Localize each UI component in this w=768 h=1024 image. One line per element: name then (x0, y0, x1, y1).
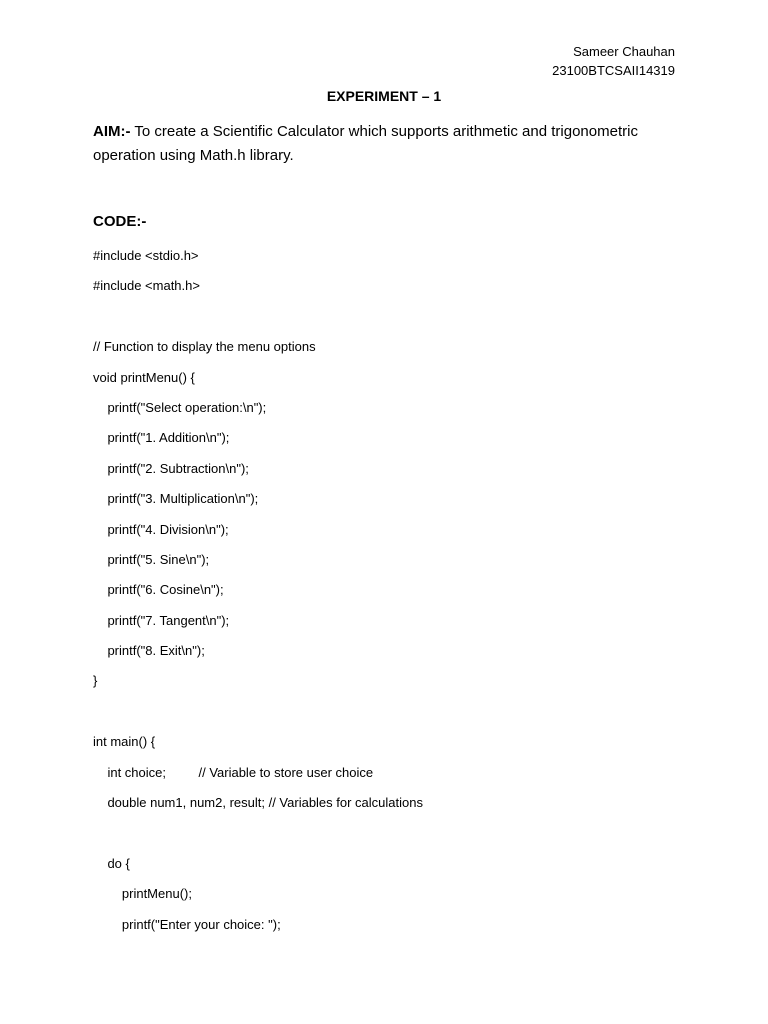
code-line: printf("5. Sine\n"); (93, 551, 210, 567)
code-line: int choice; // Variable to store user choice (93, 764, 374, 780)
aim-paragraph (93, 120, 673, 168)
aim-label: AIM:- (93, 123, 131, 140)
experiment-title: EXPERIMENT – 1 (326, 88, 442, 104)
code-line: printf("2. Subtraction\n"); (93, 460, 249, 476)
author-name: Sameer Chauhan (573, 44, 675, 59)
code-line: do { (93, 855, 130, 871)
code-line: printf("Enter your choice: "); (93, 916, 281, 932)
code-line (93, 307, 693, 337)
aim-text: To create a Scientific Calculator which supports arithmetic and trigonometric operation using Math.h library. (93, 123, 638, 164)
code-heading: CODE:- (93, 213, 147, 230)
code-line: printf("6. Cosine\n"); (93, 582, 224, 598)
code-line: double num1, num2, result; // Variables for calculations (93, 795, 423, 811)
code-line: } (93, 673, 98, 689)
code-line: printf("4. Division\n"); (93, 521, 229, 537)
code-line: void printMenu() { (93, 369, 195, 385)
roll-number: 23100BTCSAII14319 (552, 63, 675, 78)
code-line: printf("3. Multiplication\n"); (93, 491, 259, 507)
code-line: printf("8. Exit\n"); (93, 643, 205, 659)
code-line: #include <stdio.h> (93, 248, 199, 263)
code-line: printf("1. Addition\n"); (93, 430, 230, 446)
code-line: #include <math.h> (93, 278, 200, 294)
code-line: int main() { (93, 734, 156, 750)
code-line: printMenu(); (93, 886, 192, 902)
code-line: printf("Select operation:\n"); (93, 399, 267, 415)
code-line (93, 702, 693, 732)
code-line (93, 823, 693, 853)
author-block (552, 42, 675, 80)
code-block (93, 246, 693, 945)
code-line: printf("7. Tangent\n"); (93, 612, 230, 628)
code-line: // Function to display the menu options (93, 339, 316, 355)
